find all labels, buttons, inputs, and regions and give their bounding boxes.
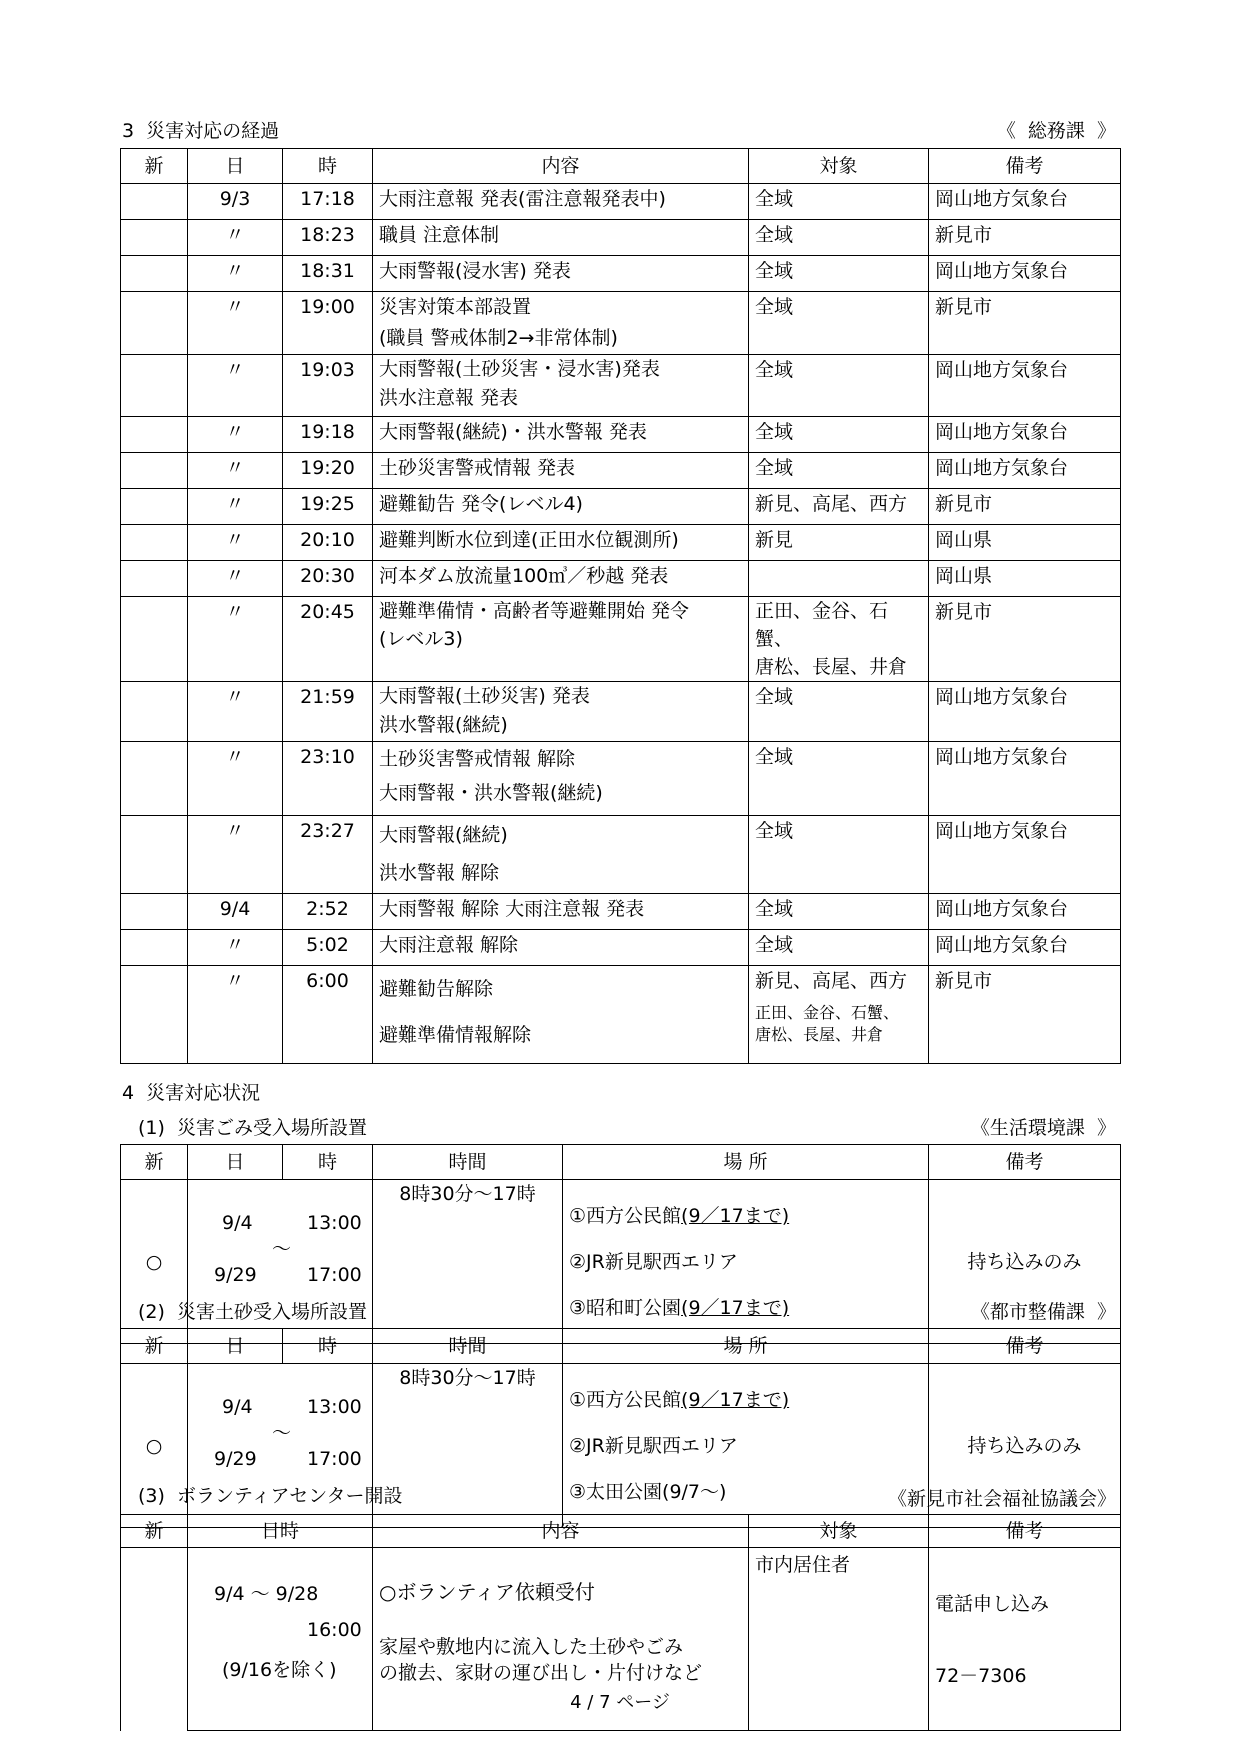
new-cell (121, 489, 188, 525)
subsection-1-title: (1) 災害ごみ受入場所設置 (138, 1117, 367, 1139)
header-day: 日 (188, 149, 283, 184)
target-secondary: 正田、金谷、石蟹、 唐松、長屋、井倉 (755, 1003, 900, 1044)
time-cell: 19:03 (283, 355, 373, 417)
time-cell: 6:00 (283, 966, 373, 1064)
table-row (121, 292, 1121, 355)
new-cell (121, 184, 188, 220)
target-primary: 新見、高尾、西方 (755, 970, 908, 992)
time-cell: 19:25 (283, 489, 373, 525)
new-cell (121, 256, 188, 292)
time-from: 13:00 (307, 1212, 362, 1234)
hours-cell: 8時30分～17時 (373, 1180, 563, 1344)
new-cell (121, 930, 188, 966)
subsection-3-title: (3) ボランティアセンター開設 (138, 1485, 403, 1507)
subsection-3-dept: 《新見市社会福祉協議会》 (887, 1488, 1116, 1510)
new-cell (121, 355, 188, 417)
target-cell: 全域 (749, 184, 929, 220)
time-cell: 18:23 (283, 220, 373, 256)
time-cell: 23:27 (283, 816, 373, 894)
section-3-title: 3 災害対応の経過 (122, 120, 280, 142)
time-cell: 20:30 (283, 561, 373, 597)
new-cell (121, 417, 188, 453)
hours-cell: 8時30分～17時 (373, 1364, 563, 1528)
note-cell: 持ち込みのみ (929, 1364, 1121, 1528)
content-cell: 大雨警報 解除 大雨注意報 発表 (373, 894, 749, 930)
note-cell: 持ち込みのみ (929, 1180, 1121, 1344)
day-cell: 9/4 (188, 894, 283, 930)
content-cell: 大雨警報(継続)・洪水警報 発表 (373, 417, 749, 453)
day-cell: 〃 (188, 292, 283, 355)
new-cell (121, 682, 188, 742)
content-cell: 災害対策本部設置 (職員 警戒体制2→非常体制) (373, 292, 749, 355)
note-cell: 新見市 (929, 489, 1121, 525)
day-cell: 〃 (188, 742, 283, 816)
content-cell: 避難判断水位到達(正田水位観測所) (373, 525, 749, 561)
day-cell: 〃 (188, 682, 283, 742)
page-footer: 4 / 7 ページ (570, 1692, 670, 1713)
new-cell (121, 597, 188, 682)
time-cell: 18:31 (283, 256, 373, 292)
header-place: 場 所 (563, 1145, 929, 1180)
place-item: ③太田公園(9/7～) (569, 1481, 727, 1503)
day-cell: 〃 (188, 220, 283, 256)
header-note: 備考 (929, 149, 1121, 184)
target-cell (749, 966, 929, 1064)
time-cell: 5:02 (283, 930, 373, 966)
day-from: 9/4 (222, 1396, 253, 1418)
table-row (121, 894, 1121, 930)
note-cell: 新見市 (929, 220, 1121, 256)
table-row (121, 682, 1121, 742)
table-row (121, 742, 1121, 816)
day-cell: 〃 (188, 816, 283, 894)
header-new: 新 (121, 1329, 188, 1364)
table-row (121, 355, 1121, 417)
content-cell: 避難勧告解除 避難準備情報解除 (373, 966, 749, 1064)
new-cell (121, 525, 188, 561)
header-target: 対象 (749, 1515, 929, 1548)
note-cell: 岡山地方気象台 (929, 184, 1121, 220)
target-cell: 全域 (749, 742, 929, 816)
time-cell: 20:45 (283, 597, 373, 682)
new-cell (121, 742, 188, 816)
note-cell: 岡山地方気象台 (929, 742, 1121, 816)
content-cell: 避難準備情・高齢者等避難開始 発令 (レベル3) (373, 597, 749, 682)
target-cell (749, 561, 929, 597)
content-body: 家屋や敷地内に流入した土砂やごみ の撤去、家財の運び出し・片付けなど (379, 1636, 703, 1684)
note-cell: 新見市 (929, 597, 1121, 682)
new-cell (121, 453, 188, 489)
day-cell: 〃 (188, 597, 283, 682)
content-cell: 大雨警報(継続) 洪水警報 解除 (373, 816, 749, 894)
note-cell: 岡山地方気象台 (929, 682, 1121, 742)
target-cell: 正田、金谷、石蟹、 唐松、長屋、井倉 (749, 597, 929, 682)
new-cell (121, 561, 188, 597)
target-cell: 全域 (749, 453, 929, 489)
time-to: 17:00 (307, 1448, 362, 1470)
content-cell: 職員 注意体制 (373, 220, 749, 256)
day-cell: 9/3 (188, 184, 283, 220)
new-cell (121, 966, 188, 1064)
section-3-dept: 《 総務課 》 (996, 120, 1116, 142)
day-to: 9/29 (214, 1264, 257, 1286)
table-row (121, 597, 1121, 682)
header-new: 新 (121, 149, 188, 184)
note-cell: 岡山地方気象台 (929, 894, 1121, 930)
day-cell: 〃 (188, 525, 283, 561)
time-cell: 2:52 (283, 894, 373, 930)
target-cell: 全域 (749, 220, 929, 256)
note-cell: 岡山地方気象台 (929, 453, 1121, 489)
note-cell: 岡山地方気象台 (929, 256, 1121, 292)
table-row (121, 489, 1121, 525)
target-cell: 市内居住者 (749, 1548, 929, 1731)
table-row (121, 453, 1121, 489)
subsection-2-dept: 《都市整備課 》 (970, 1301, 1116, 1323)
place-item: ③昭和町公園(9／17まで) (569, 1297, 790, 1319)
note-line: 電話申し込み (935, 1593, 1050, 1615)
table-row (121, 220, 1121, 256)
header-new: 新 (121, 1145, 188, 1180)
new-cell (121, 292, 188, 355)
place-cell (563, 1364, 929, 1528)
time-cell: 19:18 (283, 417, 373, 453)
subsection-1-dept: 《生活環境課 》 (970, 1117, 1116, 1139)
day-cell: 〃 (188, 453, 283, 489)
header-datetime: 日時 (188, 1515, 373, 1548)
target-cell: 全域 (749, 292, 929, 355)
note-cell: 新見市 (929, 292, 1121, 355)
header-content: 内容 (373, 1515, 749, 1548)
target-cell: 全域 (749, 816, 929, 894)
time-cell: 20:10 (283, 525, 373, 561)
place-item: ①西方公民館(9／17まで) (569, 1389, 790, 1411)
place-item: ②JR新見駅西エリア (569, 1251, 738, 1273)
table-row (121, 816, 1121, 894)
note-cell: 岡山地方気象台 (929, 417, 1121, 453)
period-tilde: ～ (272, 1238, 292, 1260)
header-target: 対象 (749, 149, 929, 184)
new-cell (121, 894, 188, 930)
period-tilde: ～ (272, 1422, 292, 1444)
target-cell: 全域 (749, 256, 929, 292)
day-cell: 〃 (188, 489, 283, 525)
note-cell: 岡山県 (929, 525, 1121, 561)
place-cell (563, 1180, 929, 1344)
note-cell: 岡山地方気象台 (929, 355, 1121, 417)
day-cell: 〃 (188, 256, 283, 292)
time-to: 17:00 (307, 1264, 362, 1286)
subsection-2-title: (2) 災害土砂受入場所設置 (138, 1301, 367, 1323)
target-cell: 新見 (749, 525, 929, 561)
content-cell: 大雨警報(浸水害) 発表 (373, 256, 749, 292)
header-time: 時 (283, 149, 373, 184)
header-day: 日 (188, 1145, 283, 1180)
table-row (121, 525, 1121, 561)
table-row (121, 184, 1121, 220)
table-row (121, 930, 1121, 966)
place-item: ②JR新見駅西エリア (569, 1435, 738, 1457)
place-item: ①西方公民館(9／17まで) (569, 1205, 790, 1227)
day-cell: 〃 (188, 355, 283, 417)
day-from: 9/4 (222, 1212, 253, 1234)
header-time: 時 (283, 1145, 373, 1180)
day-cell: 〃 (188, 417, 283, 453)
header-hours: 時間 (373, 1145, 563, 1180)
content-cell: 土砂災害警戒情報 解除 大雨警報・洪水警報(継続) (373, 742, 749, 816)
section-4-title: 4 災害対応状況 (122, 1082, 261, 1104)
table-row (121, 561, 1121, 597)
table-row (121, 256, 1121, 292)
time-cell: 17:18 (283, 184, 373, 220)
phone-number: 72－7306 (935, 1665, 1027, 1687)
note-cell: 新見市 (929, 966, 1121, 1064)
header-place: 場 所 (563, 1329, 929, 1364)
header-note: 備考 (929, 1329, 1121, 1364)
content-cell: 河本ダム放流量100㎥／秒越 発表 (373, 561, 749, 597)
time-from: 13:00 (307, 1396, 362, 1418)
content-cell: 土砂災害警戒情報 発表 (373, 453, 749, 489)
target-cell: 全域 (749, 894, 929, 930)
note-cell: 岡山地方気象台 (929, 816, 1121, 894)
table-row (121, 966, 1121, 1064)
header-content: 内容 (373, 149, 749, 184)
header-hours: 時間 (373, 1329, 563, 1364)
header-time: 時 (283, 1329, 373, 1364)
new-mark: ○ (121, 1364, 188, 1528)
datetime-end-time: 16:00 (307, 1619, 362, 1641)
time-cell: 19:00 (283, 292, 373, 355)
content-cell: 大雨警報(土砂災害・浸水害)発表 洪水注意報 発表 (373, 355, 749, 417)
target-cell: 全域 (749, 417, 929, 453)
target-cell: 新見、高尾、西方 (749, 489, 929, 525)
content-title: ○ボランティア依頼受付 (379, 1580, 595, 1604)
header-note: 備考 (929, 1515, 1121, 1548)
time-cell: 19:20 (283, 453, 373, 489)
header-note: 備考 (929, 1145, 1121, 1180)
note-cell: 岡山地方気象台 (929, 930, 1121, 966)
day-cell: 〃 (188, 966, 283, 1064)
target-cell: 全域 (749, 682, 929, 742)
day-cell: 〃 (188, 930, 283, 966)
new-mark: ○ (121, 1180, 188, 1344)
time-cell: 21:59 (283, 682, 373, 742)
datetime-exclusion: (9/16を除く) (222, 1659, 337, 1681)
header-new: 新 (121, 1515, 188, 1548)
day-to: 9/29 (214, 1448, 257, 1470)
target-cell: 全域 (749, 355, 929, 417)
content-cell: 大雨注意報 解除 (373, 930, 749, 966)
new-cell (121, 220, 188, 256)
content-cell: 大雨注意報 発表(雷注意報発表中) (373, 184, 749, 220)
note-cell: 岡山県 (929, 561, 1121, 597)
new-cell (121, 816, 188, 894)
header-day: 日 (188, 1329, 283, 1364)
content-cell: 避難勧告 発令(レベル4) (373, 489, 749, 525)
day-cell: 〃 (188, 561, 283, 597)
disaster-timeline-table (120, 148, 1121, 1064)
content-cell: 大雨警報(土砂災害) 発表 洪水警報(継続) (373, 682, 749, 742)
datetime-range: 9/4 ～ 9/28 (214, 1583, 319, 1605)
target-cell: 全域 (749, 930, 929, 966)
table-row (121, 417, 1121, 453)
time-cell: 23:10 (283, 742, 373, 816)
